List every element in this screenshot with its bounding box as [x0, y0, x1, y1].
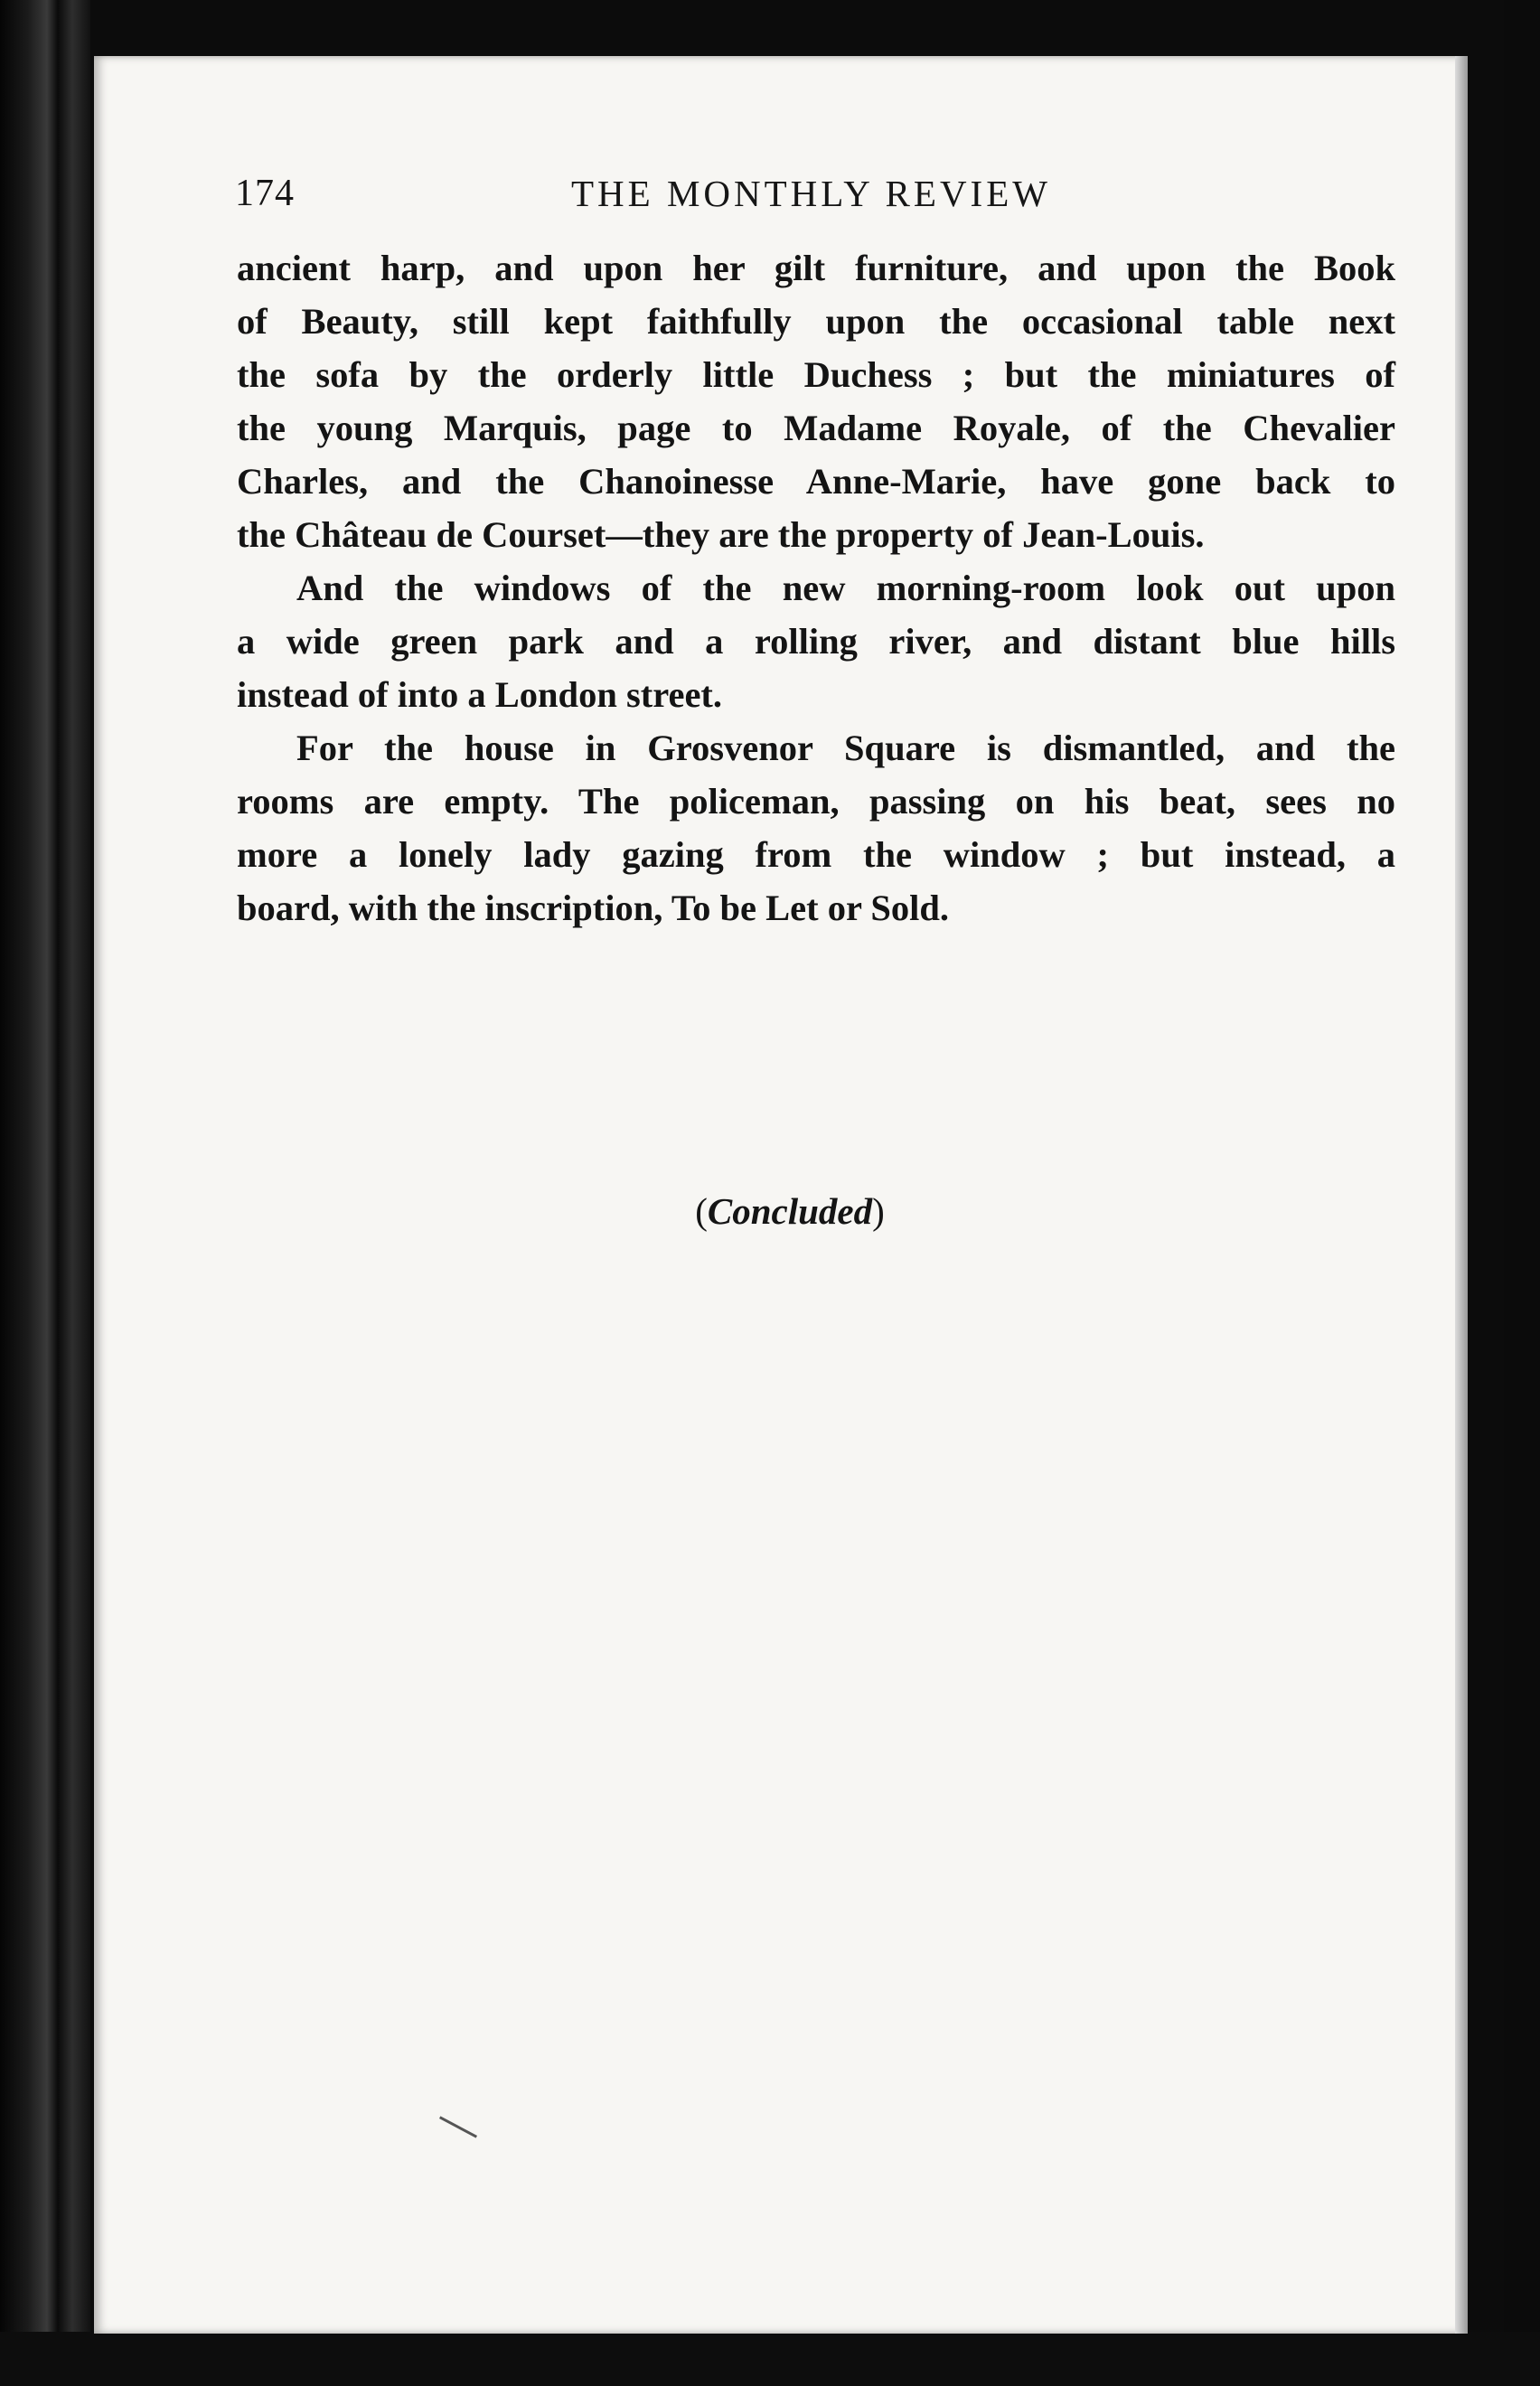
text-line: instead of into a London street. [237, 674, 723, 715]
text-line: more a lonely lady gazing from the window ; but instead, a [237, 834, 1395, 875]
text-line: a wide green park and a rolling river, and distant blue hills [237, 621, 1395, 662]
text-line: And the windows of the new morning-room look out upon [296, 568, 1395, 608]
paragraph [237, 241, 1395, 561]
page-number: 174 [235, 173, 295, 214]
paragraph [237, 561, 1395, 721]
text-line: For the house in Grosvenor Square is dismantled, and the [296, 728, 1395, 768]
text-line: Charles, and the Chanoinesse Anne-Marie, have gone back to [237, 461, 1395, 502]
close-paren: ) [872, 1190, 885, 1232]
text-line: board, with the inscription, To be Let or Sold. [237, 888, 950, 928]
scan-bottom-margin [0, 2332, 1540, 2386]
scan-left-margin [0, 0, 90, 2386]
text-line: the young Marquis, page to Madame Royale, of the Chevalier [237, 408, 1395, 448]
text-line: of Beauty, still kept faithfully upon the occasional table next [237, 301, 1395, 342]
text-line: the sofa by the orderly little Duchess ; but the miniatures of [237, 354, 1395, 395]
book-page [94, 56, 1468, 2334]
open-paren: ( [695, 1190, 708, 1232]
scan-right-margin [1504, 0, 1540, 2386]
text-line: rooms are empty. The policeman, passing on his beat, sees no [237, 781, 1395, 822]
concluded-label: Concluded [707, 1190, 873, 1232]
paragraph [237, 721, 1395, 935]
text-line: ancient harp, and upon her gilt furniture, and upon the Book [237, 248, 1395, 288]
stray-ink-mark [439, 2116, 477, 2137]
journal-title: THE MONTHLY REVIEW [571, 173, 1051, 214]
concluded-note [94, 1189, 1486, 1233]
text-line: the Château de Courset—they are the property of Jean-Louis. [237, 514, 1205, 555]
running-head [235, 172, 1392, 235]
body-text [237, 241, 1395, 935]
